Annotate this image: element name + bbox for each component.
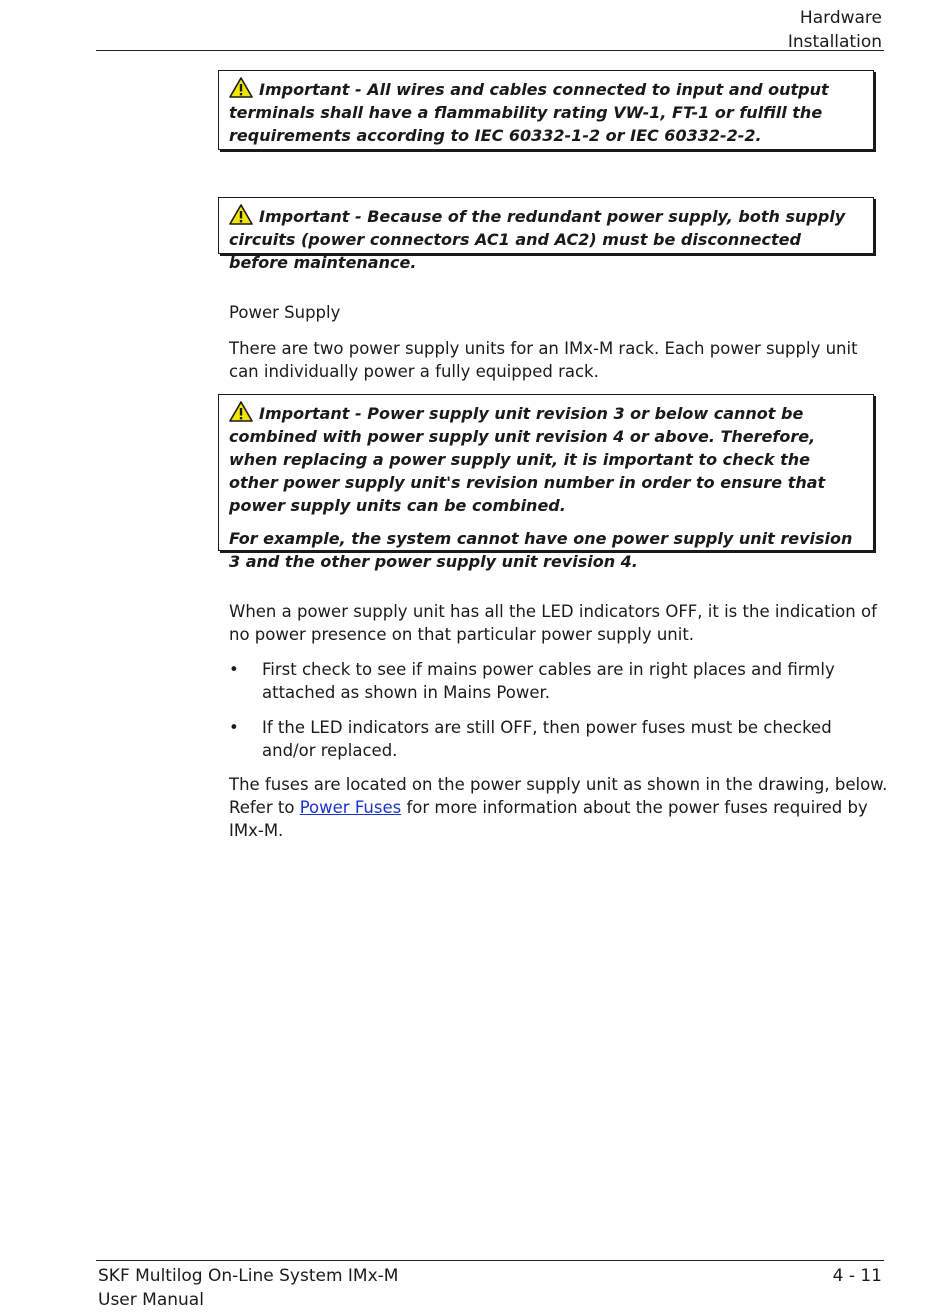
header-rule — [96, 50, 884, 51]
footer-document-title — [98, 1264, 498, 1312]
list-item-text: If the LED indicators are still OFF, then power fuses must be checked and/or replaced. — [262, 718, 832, 760]
header-section-line1: Hardware — [799, 8, 882, 28]
important-note-redundant-supply — [218, 197, 874, 272]
warning-icon — [229, 204, 253, 225]
warning-icon — [229, 77, 253, 98]
fuses-paragraph — [229, 773, 889, 842]
footer-title-line1: SKF Multilog On-Line System IMx-M — [98, 1266, 399, 1286]
footer-title-line2: User Manual — [98, 1290, 204, 1310]
section-heading-power-supply: Power Supply — [229, 303, 341, 322]
list-item-text: First check to see if mains power cables are in right places and firmly attached as shown in Mains Power. — [262, 660, 835, 702]
fuses-text-after: for more information about the power fuses required by IMx-M. — [229, 798, 868, 840]
page-number: 4 - 11 — [832, 1266, 882, 1286]
intro-paragraph: There are two power supply units for an IMx-M rack. Each power supply unit can individually power a fully equipped rack. — [229, 339, 858, 381]
important-note-wires — [218, 70, 874, 150]
warning-icon — [229, 401, 253, 422]
bullet-symbol: • — [229, 660, 239, 679]
led-paragraph: When a power supply unit has all the LED indicators OFF, it is the indication of no power presence on that particular power supply unit. — [229, 602, 877, 644]
note-text: Important - Power supply unit revision 3 or below cannot be combined with power supply unit revision 4 or above. Therefore, when replacing a power supply unit, it is important to check the other power supply unit's revision number in order to ensure that power supply units can be combined. — [229, 404, 826, 515]
note-example-text: For example, the system cannot have one power supply unit revision 3 and the other power supply unit revision 4. — [229, 529, 853, 571]
note-text: Important - All wires and cables connected to input and output terminals shall have a flammability rating VW-1, FT-1 or fulfill the requirements according to IEC 60332-1-2 or IEC 60332-2-2. — [229, 80, 829, 145]
important-note-revision — [218, 394, 874, 571]
fuses-text-before: The fuses are located on the power supply unit as shown in the drawing, below. Refer to — [229, 775, 888, 817]
page-header-section — [582, 6, 882, 54]
header-section-line2: Installation — [787, 32, 882, 52]
bullet-symbol: • — [229, 718, 239, 737]
note-text: Important - Because of the redundant power supply, both supply circuits (power connectors AC1 and AC2) must be disconnected before maintenance. — [229, 207, 846, 272]
power-fuses-link[interactable]: Power Fuses — [299, 798, 402, 817]
footer-rule — [96, 1260, 884, 1261]
